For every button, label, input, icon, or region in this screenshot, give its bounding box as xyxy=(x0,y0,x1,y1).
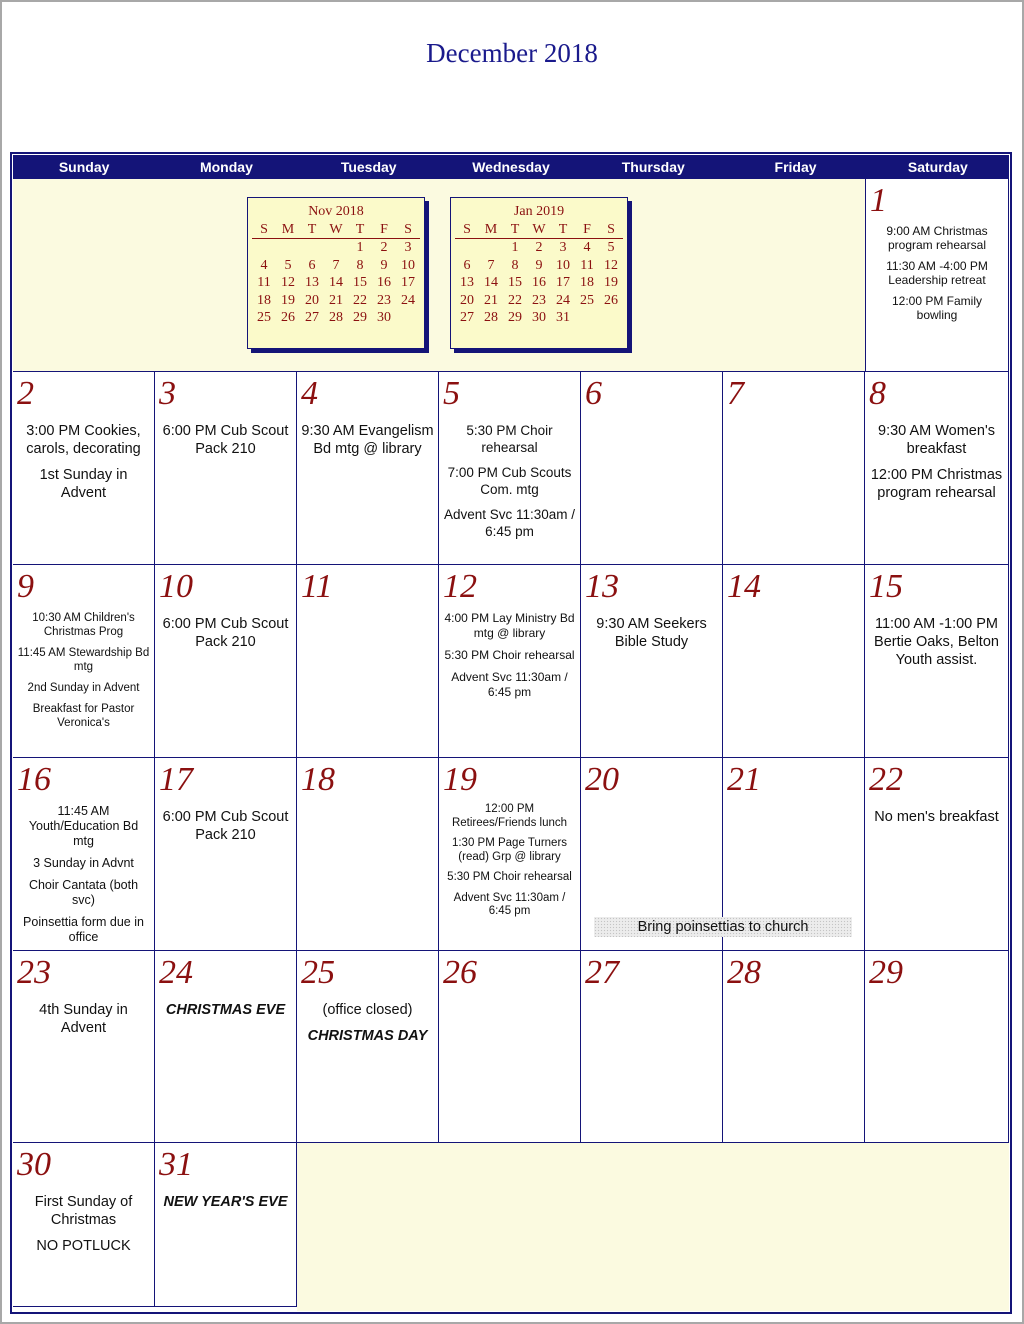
mini-day: 30 xyxy=(532,310,546,325)
event-list xyxy=(869,615,1004,677)
mini-day: 16 xyxy=(377,275,391,290)
day-number: 9 xyxy=(17,568,34,605)
mini-day: 18 xyxy=(580,275,594,290)
day-cell-29[interactable] xyxy=(865,951,1009,1143)
day-number: 3 xyxy=(159,375,176,412)
mini-day xyxy=(455,239,479,257)
mini-calendar-prev xyxy=(247,197,425,349)
day-cell-5[interactable] xyxy=(439,372,581,565)
event-item: 9:30 AM Seekers Bible Study xyxy=(596,616,707,650)
mini-day xyxy=(479,239,503,257)
mini-weekday: W xyxy=(527,222,551,239)
mini-day: 31 xyxy=(556,310,570,325)
mini-day: 29 xyxy=(353,310,367,325)
mini-day: 1 xyxy=(356,240,364,255)
day-cell-12[interactable] xyxy=(439,565,581,758)
day-number: 6 xyxy=(585,375,602,412)
empty-days-top xyxy=(13,179,865,372)
mini-day: 27 xyxy=(305,310,319,325)
mini-day: 18 xyxy=(257,292,271,308)
mini-day: 22 xyxy=(508,292,522,308)
event-list xyxy=(869,808,1004,834)
event-item: Advent Svc 11:30am / 6:45 pm xyxy=(453,891,566,917)
mini-day: 8 xyxy=(511,257,519,273)
event-list xyxy=(301,1001,434,1053)
day-number: 25 xyxy=(301,954,335,991)
mini-day: 28 xyxy=(484,310,498,325)
event-list xyxy=(159,422,292,466)
day-cell-14[interactable] xyxy=(723,565,865,758)
event-item: 12:00 PM Retirees/Friends lunch xyxy=(451,803,568,829)
mini-day: 21 xyxy=(484,292,498,308)
event-item: 6:00 PM Cub Scout Pack 210 xyxy=(162,616,289,650)
mini-calendar-title: Jan 2019 xyxy=(513,204,565,219)
day-cell-24[interactable] xyxy=(155,951,297,1143)
day-number: 22 xyxy=(869,761,903,798)
event-item: 5:30 PM Choir rehearsal xyxy=(444,648,575,662)
mini-weekday: S xyxy=(599,222,623,239)
event-list xyxy=(159,615,292,659)
mini-weekday: M xyxy=(276,222,300,239)
event-item: 9:30 AM Women's breakfast xyxy=(878,423,995,457)
event-list xyxy=(17,804,150,951)
event-item: 12:00 PM Christmas program rehearsal xyxy=(870,467,1003,501)
event-list xyxy=(159,808,292,852)
day-cell-17[interactable] xyxy=(155,758,297,951)
day-cell-15[interactable] xyxy=(865,565,1009,758)
mini-weekday: S xyxy=(396,222,420,239)
mini-day: 4 xyxy=(260,257,268,273)
mini-day: 24 xyxy=(401,292,415,308)
mini-day: 7 xyxy=(332,257,340,273)
mini-day: 4 xyxy=(583,240,591,255)
weekday-sunday: Sunday xyxy=(58,159,110,175)
day-cell-6[interactable] xyxy=(581,372,723,565)
mini-day: 8 xyxy=(356,257,364,273)
mini-day xyxy=(300,239,324,257)
event-item: 7:00 PM Cub Scouts Com. mtg xyxy=(447,465,572,497)
event-list xyxy=(159,1193,292,1219)
event-item: 4:00 PM Lay Ministry Bd mtg @ library xyxy=(444,611,575,640)
mini-weekday: S xyxy=(252,222,276,239)
mini-day: 2 xyxy=(535,240,543,255)
day-number: 2 xyxy=(17,375,34,412)
mini-day: 9 xyxy=(535,257,543,273)
day-number: 1 xyxy=(870,182,887,219)
event-item: Breakfast for Pastor Veronica's xyxy=(32,703,135,729)
mini-day: 6 xyxy=(463,257,471,273)
mini-day: 27 xyxy=(460,310,474,325)
event-item: Poinsettia form due in office xyxy=(23,915,144,944)
event-item: No men's breakfast xyxy=(874,809,999,825)
day-number: 10 xyxy=(159,568,193,605)
day-cell-1[interactable] xyxy=(865,179,1009,372)
day-cell-19[interactable] xyxy=(439,758,581,951)
day-number: 11 xyxy=(301,568,333,605)
event-item: 11:30 AM -4:00 PM Leadership retreat xyxy=(886,259,988,287)
event-item: Advent Svc 11:30am / 6:45 pm xyxy=(451,670,568,699)
mini-weekday: S xyxy=(455,222,479,239)
mini-day xyxy=(252,239,276,257)
event-item: (office closed) xyxy=(322,1002,413,1018)
event-list xyxy=(585,615,718,659)
day-number: 31 xyxy=(159,1146,193,1183)
day-number: 14 xyxy=(727,568,761,605)
mini-day: 11 xyxy=(257,275,271,290)
event-item: 6:00 PM Cub Scout Pack 210 xyxy=(162,809,289,843)
event-item: 3 Sunday in Advnt xyxy=(33,856,134,870)
event-item: CHRISTMAS EVE xyxy=(165,1002,286,1018)
day-cell-22[interactable] xyxy=(865,758,1009,951)
event-item: 11:45 AM Youth/Education Bd mtg xyxy=(28,804,139,848)
mini-weekday: M xyxy=(479,222,503,239)
mini-day: 20 xyxy=(305,292,319,308)
mini-day: 26 xyxy=(604,292,618,308)
event-item: CHRISTMAS DAY xyxy=(307,1028,428,1044)
day-cell-10[interactable] xyxy=(155,565,297,758)
mini-day: 23 xyxy=(532,292,546,308)
event-list xyxy=(17,1193,150,1263)
day-number: 28 xyxy=(727,954,761,991)
event-item: 9:00 AM Christmas program rehearsal xyxy=(886,224,988,252)
event-item: 6:00 PM Cub Scout Pack 210 xyxy=(162,423,289,457)
mini-calendar-next xyxy=(450,197,628,349)
day-cell-4[interactable] xyxy=(297,372,439,565)
mini-day: 14 xyxy=(484,275,498,290)
mini-day: 10 xyxy=(401,257,415,273)
mini-day: 2 xyxy=(380,240,388,255)
event-item: Advent Svc 11:30am / 6:45 pm xyxy=(443,507,576,539)
day-cell-18[interactable] xyxy=(297,758,439,951)
mini-day: 12 xyxy=(281,275,295,290)
day-cell-2[interactable] xyxy=(13,372,155,565)
day-number: 27 xyxy=(585,954,619,991)
event-item: 2nd Sunday in Advent xyxy=(27,682,140,694)
event-item: 4th Sunday in Advent xyxy=(39,1002,128,1036)
day-number: 17 xyxy=(159,761,193,798)
mini-weekday: W xyxy=(324,222,348,239)
mini-day: 15 xyxy=(353,275,367,290)
day-number: 5 xyxy=(443,375,460,412)
event-list xyxy=(17,422,150,510)
day-number: 15 xyxy=(869,568,903,605)
day-cell-16[interactable] xyxy=(13,758,155,951)
day-cell-8[interactable] xyxy=(865,372,1009,565)
event-item: 9:30 AM Evangelism Bd mtg @ library xyxy=(301,423,434,457)
event-item: 11:45 AM Stewardship Bd mtg xyxy=(17,647,150,673)
mini-weekday: T xyxy=(503,222,527,239)
event-list xyxy=(301,422,434,466)
day-cell-9[interactable] xyxy=(13,565,155,758)
day-number: 26 xyxy=(443,954,477,991)
mini-day: 6 xyxy=(308,257,316,273)
day-number: 30 xyxy=(17,1146,51,1183)
mini-day: 1 xyxy=(511,240,519,255)
mini-day: 25 xyxy=(257,310,271,325)
mini-day xyxy=(396,309,420,327)
mini-day: 11 xyxy=(580,257,594,273)
mini-day xyxy=(575,309,599,327)
mini-day: 10 xyxy=(556,257,570,273)
calendar-title: December 2018 xyxy=(426,38,598,68)
mini-day: 13 xyxy=(305,275,319,290)
mini-calendar-grid xyxy=(252,222,420,327)
mini-calendar-grid xyxy=(455,222,623,327)
mini-day: 23 xyxy=(377,292,391,308)
mini-weekday: T xyxy=(348,222,372,239)
mini-day: 3 xyxy=(559,240,567,255)
event-list xyxy=(17,1001,150,1045)
weekday-tuesday: Tuesday xyxy=(340,159,397,175)
day-number: 24 xyxy=(159,954,193,991)
mini-day: 7 xyxy=(487,257,495,273)
day-number: 19 xyxy=(443,761,477,798)
mini-day: 15 xyxy=(508,275,522,290)
event-list xyxy=(443,803,576,926)
empty-days-bottom xyxy=(297,1143,1009,1311)
weekday-friday: Friday xyxy=(774,159,817,175)
mini-day: 5 xyxy=(284,257,292,273)
mini-day: 20 xyxy=(460,292,474,308)
day-cell-3[interactable] xyxy=(155,372,297,565)
day-number: 20 xyxy=(585,761,619,798)
mini-day: 19 xyxy=(604,275,618,290)
mini-day: 21 xyxy=(329,292,343,308)
event-list xyxy=(443,422,576,548)
day-cell-23[interactable] xyxy=(13,951,155,1143)
mini-day: 14 xyxy=(329,275,343,290)
day-cell-26[interactable] xyxy=(439,951,581,1143)
mini-calendar-title: Nov 2018 xyxy=(308,204,364,219)
day-number: 16 xyxy=(17,761,51,798)
event-item: 12:00 PM Family bowling xyxy=(891,294,983,322)
event-item: 10:30 AM Children's Christmas Prog xyxy=(32,612,135,638)
event-item: 1st Sunday in Advent xyxy=(39,467,128,501)
event-item: Choir Cantata (both svc) xyxy=(28,878,139,907)
day-cell-28[interactable] xyxy=(723,951,865,1143)
event-item: 1:30 PM Page Turners (read) Grp @ library xyxy=(451,837,568,863)
day-number: 8 xyxy=(869,375,886,412)
event-list xyxy=(443,611,576,707)
mini-day xyxy=(599,309,623,327)
day-number: 18 xyxy=(301,761,335,798)
day-cell-7[interactable] xyxy=(723,372,865,565)
mini-day: 16 xyxy=(532,275,546,290)
multi-day-event-banner[interactable]: Bring poinsettias to church xyxy=(594,917,852,937)
mini-day: 24 xyxy=(556,292,570,308)
mini-day: 9 xyxy=(380,257,388,273)
mini-day: 30 xyxy=(377,310,391,325)
mini-day: 12 xyxy=(604,257,618,273)
mini-day: 17 xyxy=(401,275,415,290)
event-item: First Sunday of Christmas xyxy=(34,1194,133,1228)
day-cell-13[interactable] xyxy=(581,565,723,758)
mini-weekday: T xyxy=(551,222,575,239)
mini-day xyxy=(324,239,348,257)
event-list xyxy=(869,422,1004,510)
mini-day: 5 xyxy=(607,240,615,255)
day-cell-25[interactable] xyxy=(297,951,439,1143)
day-cell-30[interactable] xyxy=(13,1143,155,1307)
event-item: NO POTLUCK xyxy=(36,1238,131,1254)
day-cell-31[interactable] xyxy=(155,1143,297,1307)
mini-weekday: T xyxy=(300,222,324,239)
day-number: 7 xyxy=(727,375,744,412)
day-number: 29 xyxy=(869,954,903,991)
day-number: 12 xyxy=(443,568,477,605)
mini-day: 26 xyxy=(281,310,295,325)
day-number: 23 xyxy=(17,954,51,991)
event-list xyxy=(159,1001,292,1027)
event-item: 11:00 AM -1:00 PM Bertie Oaks, Belton Youth assist. xyxy=(874,616,999,668)
day-number: 13 xyxy=(585,568,619,605)
weekday-header xyxy=(13,155,1009,179)
mini-day: 3 xyxy=(404,240,412,255)
event-list xyxy=(870,224,1004,329)
event-item: 5:30 PM Choir rehearsal xyxy=(466,423,553,455)
mini-day: 28 xyxy=(329,310,343,325)
day-cell-27[interactable] xyxy=(581,951,723,1143)
mini-day: 25 xyxy=(580,292,594,308)
mini-day: 22 xyxy=(353,292,367,308)
mini-day: 17 xyxy=(556,275,570,290)
mini-day: 13 xyxy=(460,275,474,290)
mini-weekday: F xyxy=(372,222,396,239)
day-number: 21 xyxy=(727,761,761,798)
mini-day xyxy=(276,239,300,257)
event-item: 5:30 PM Choir rehearsal xyxy=(447,871,572,883)
mini-weekday: F xyxy=(575,222,599,239)
weekday-monday: Monday xyxy=(199,159,253,175)
weekday-thursday: Thursday xyxy=(621,159,685,175)
event-item: NEW YEAR'S EVE xyxy=(163,1194,288,1210)
event-item: 3:00 PM Cookies, carols, decorating xyxy=(26,423,141,457)
weekday-wednesday: Wednesday xyxy=(472,159,550,175)
weekday-saturday: Saturday xyxy=(907,159,968,175)
event-list xyxy=(17,611,150,737)
day-number: 4 xyxy=(301,375,318,412)
mini-day: 19 xyxy=(281,292,295,308)
day-cell-11[interactable] xyxy=(297,565,439,758)
mini-day: 29 xyxy=(508,310,522,325)
